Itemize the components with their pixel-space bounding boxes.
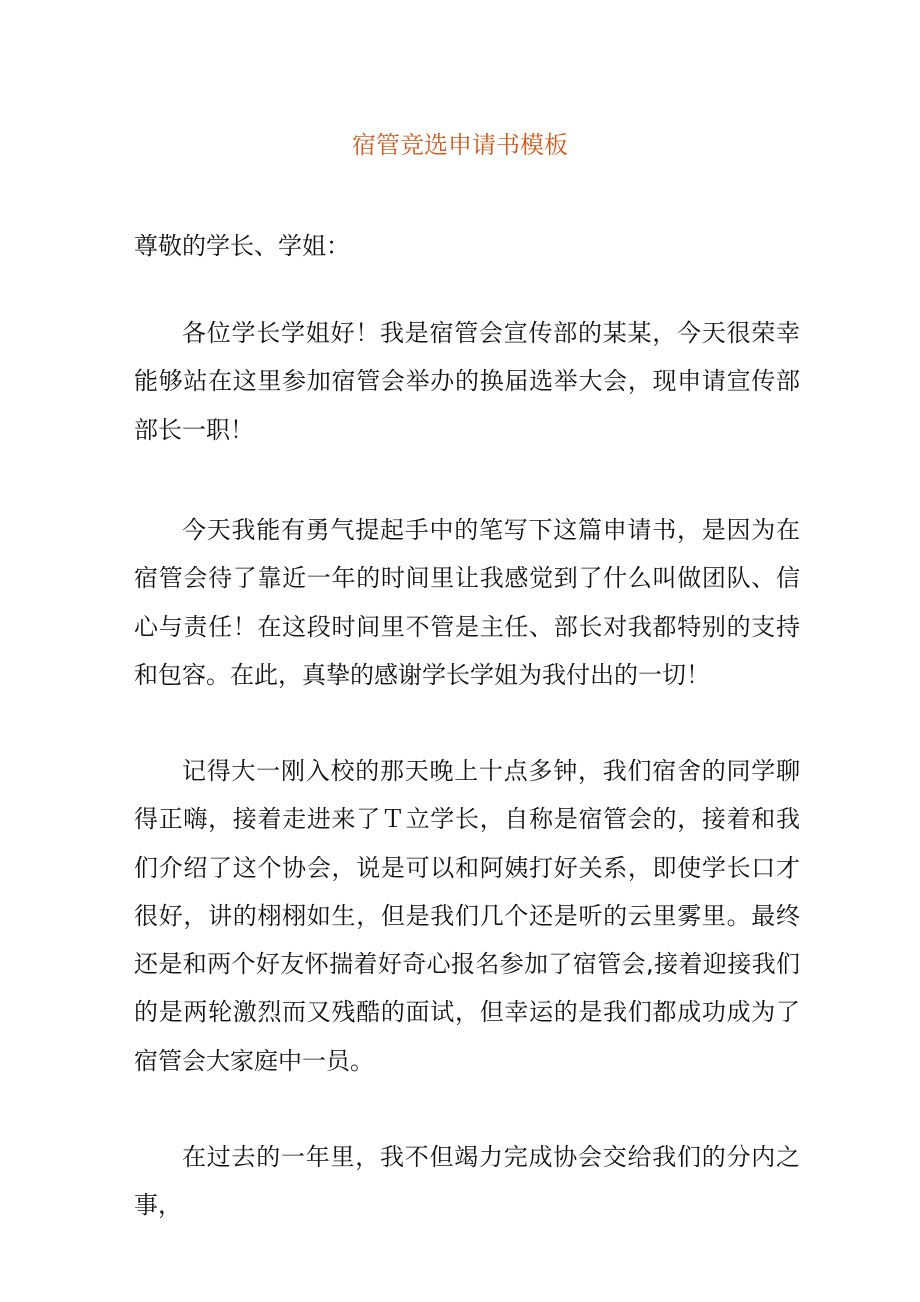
- paragraph-past-year: 在过去的一年里，我不但竭力完成协会交给我们的分内之事，: [134, 1143, 800, 1220]
- paragraph-intro: 各位学长学姐好！我是宿管会宣传部的某某，今天很荣幸能够站在这里参加宿管会举办的换届选举大会，现申请宣传部部长一职！: [134, 319, 800, 444]
- salutation: 尊敬的学长、学姐：: [134, 232, 350, 260]
- paragraph-motivation: 今天我能有勇气提起手中的笔写下这篇申请书，是因为在宿管会待了靠近一年的时间里让我感觉到了什么叫做团队、信心与责任！在这段时间里不管是主任、部长对我都特别的支持和包容。在此，真挚的感谢学长学姐为我付出的一切！: [134, 516, 800, 689]
- paragraph-memory: 记得大一刚入校的那天晚上十点多钟，我们宿舍的同学聊得正嗨，接着走进来了Ｔ立学长，自称是宿管会的，接着和我们介绍了这个协会，说是可以和阿姨打好关系，即使学长口才很好，讲的栩栩如生，但是我们几个还是听的云里雾里。最终还是和两个好友怀揣着好奇心报名参加了宿管会,接着迎接我们的是两轮激烈而又残酷的面试，但幸运的是我们都成功成为了宿管会大家庭中一员。: [134, 757, 800, 1075]
- document-title: 宿管竞选申请书模板: [352, 131, 568, 159]
